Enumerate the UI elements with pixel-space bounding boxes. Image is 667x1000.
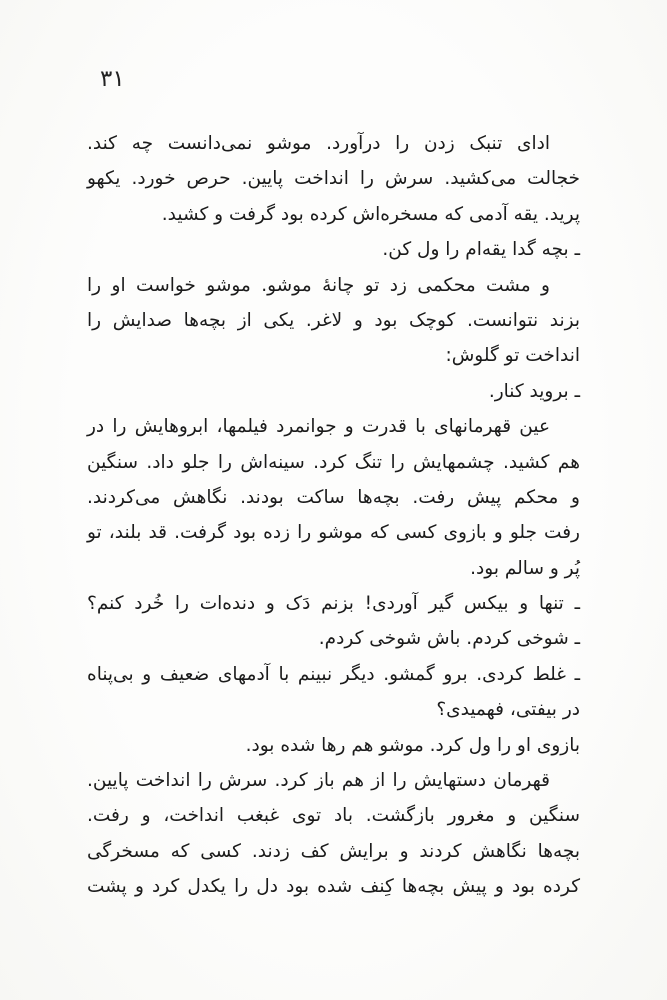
page-number: ۳۱ <box>100 66 125 92</box>
text-line: انداخت تو گلوش: <box>445 345 580 367</box>
text-line: پرید. یقه آدمی که مسخره‌اش کرده بود گرفت و کشید. <box>161 203 580 225</box>
text-line: سنگین و مغرور بازگشت. باد توی غبغب انداخت، و رفت. <box>87 805 580 827</box>
text-line: بچه‌ها نگاهش کردند و برایش کف زدند. کسی که مسخرگی <box>87 840 580 862</box>
text-line: بازوی او را ول کرد. موشو هم رها شده بود. <box>245 734 580 756</box>
text-line: کرده بود و پیش بچه‌ها کِنف شده بود دل را یکدل کرد و پشت <box>87 876 580 898</box>
text-line: و محکم پیش رفت. بچه‌ها ساکت بودند. نگاهش می‌کردند. <box>87 486 580 508</box>
text-line: ـ تنها و بیکس گیر آوردی! بزنم دَک و دنده‌ات را خُرد کنم؟ <box>87 593 580 615</box>
text-line: عین قهرمانهای با قدرت و جوانمرد فیلمها، ابروهایش را در <box>87 416 550 438</box>
text-line: ـ شوخی کردم. باش شوخی کردم. <box>318 628 580 650</box>
text-line: ـ بروید کنار. <box>488 380 580 402</box>
text-line: ـ غلط کردی. برو گمشو. دیگر نبینم با آدمهای ضعیف و بی‌پناه <box>87 663 580 685</box>
text-line: قهرمان دستهایش را از هم باز کرد. سرش را انداخت پایین. <box>87 770 550 792</box>
text-line: ادای تنبک زدن را درآورد. موشو نمی‌دانست چه کند. <box>87 133 550 154</box>
text-line: خجالت می‌کشید. سرش را انداخت پایین. حرص خورد. یکهو <box>87 168 580 190</box>
text-line: در بیفتی، فهمیدی؟ <box>436 699 580 721</box>
text-line: هم کشید. چشمهایش را تنگ کرد. سینه‌اش را جلو داد. سنگین <box>87 451 580 473</box>
text-line: رفت جلو و بازوی کسی که موشو را زده بود گرفت. قد بلند، تو <box>87 522 580 544</box>
page-text-block <box>87 126 580 905</box>
text-line: ـ بچه گدا یقه‌ام را ول کن. <box>382 239 580 261</box>
text-line: پُر و سالم بود. <box>470 557 580 579</box>
text-line: بزند نتوانست. کوچک بود و لاغر. یکی از بچه‌ها صدایش را <box>87 309 580 331</box>
text-line: و مشت محکمی زد تو چانهٔ موشو. موشو خواست او را <box>87 274 550 296</box>
